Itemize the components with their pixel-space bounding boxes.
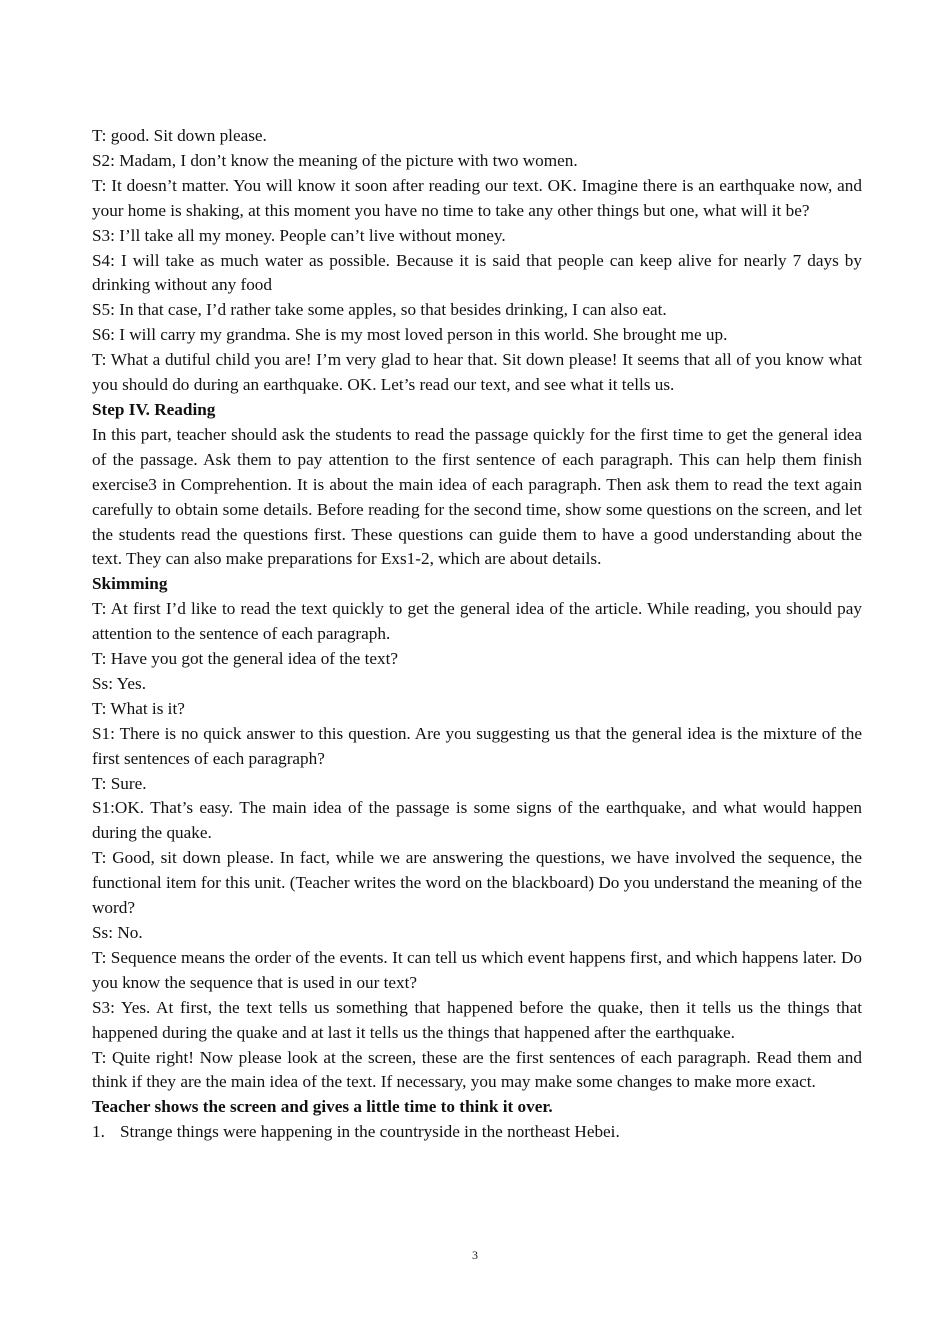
dialogue-line: S4: I will take as much water as possible. Because it is said that people can keep alive for nearly 7 days by drinking without any food xyxy=(92,250,862,295)
dialogue-line: S2: Madam, I don’t know the meaning of the picture with two women. xyxy=(92,150,578,170)
dialogue-line: S1:OK. That’s easy. The main idea of the passage is some signs of the earthquake, and what would happen during the quake. xyxy=(92,798,862,843)
dialogue-line: T: good. Sit down please. xyxy=(92,126,267,145)
list-text: Strange things were happening in the countryside in the northeast Hebei. xyxy=(120,1122,620,1142)
page-number: 3 xyxy=(472,1248,478,1262)
dialogue-line: S6: I will carry my grandma. She is my most loved person in this world. She brought me up. xyxy=(92,325,728,345)
dialogue-line: T: Sequence means the order of the events. It can tell us which event happens first, and which happens later. Do you know the sequence that is used in our text? xyxy=(92,947,862,992)
instruction-paragraph: In this part, teacher should ask the students to read the passage quickly for the first time to get the general idea of the passage. Ask them to pay attention to the first sentence of each paragraph. This can help them finish exercise3 in Comprehention. It is about the main idea of each paragraph. Then ask them to read the text again carefully to obtain some details. Before reading for the second time, show some questions on the screen, and let the students read the questions first. These questions can guide them to have a good understanding about the text. They can also make preparations for Exs1-2, which are about details. xyxy=(92,424,862,569)
dialogue-line: T: Good, sit down please. In fact, while we are answering the questions, we have involved the sequence, the functional item for this unit. (Teacher writes the word on the blackboard) Do you understand the meaning of the word? xyxy=(92,848,862,918)
dialogue-line: T: What a dutiful child you are! I’m very glad to hear that. Sit down please! It seems that all of you know what you should do during an earthquake. OK. Let’s read our text, and see what it tells us. xyxy=(92,350,862,395)
dialogue-line: S3: I’ll take all my money. People can’t live without money. xyxy=(92,225,506,245)
dialogue-line: T: What is it? xyxy=(92,698,185,718)
list-number: 1. xyxy=(92,1122,105,1142)
numbered-list-item xyxy=(92,1120,862,1145)
dialogue-line: S1: There is no quick answer to this question. Are you suggesting us that the general idea is the mixture of the first sentences of each paragraph? xyxy=(92,723,862,768)
dialogue-line: Ss: No. xyxy=(92,923,143,942)
dialogue-line: T: Quite right! Now please look at the screen, these are the first sentences of each paragraph. Read them and think if they are the main idea of the text. If necessary, you may make some changes to make more exact. xyxy=(92,1047,862,1092)
dialogue-line: Ss: Yes. xyxy=(92,673,146,693)
dialogue-line: S5: In that case, I’d rather take some apples, so that besides drinking, I can also eat. xyxy=(92,300,667,320)
dialogue-line: T: At first I’d like to read the text quickly to get the general idea of the article. While reading, you should pay attention to the sentence of each paragraph. xyxy=(92,599,862,644)
dialogue-line: T: Have you got the general idea of the text? xyxy=(92,649,399,669)
dialogue-line: S3: Yes. At first, the text tells us something that happened before the quake, then it tells us the things that happened during the quake and at last it tells us the things that happened after the earthquake. xyxy=(92,997,862,1042)
section-heading-reading: Step IV. Reading xyxy=(92,399,216,419)
dialogue-line: T: Sure. xyxy=(92,773,147,793)
dialogue-line: T: It doesn’t matter. You will know it soon after reading our text. OK. Imagine there is an earthquake now, and your home is shaking, at this moment you have no time to take any other things but one, what will it be? xyxy=(92,175,862,220)
bold-instruction: Teacher shows the screen and gives a little time to think it over. xyxy=(92,1097,553,1117)
document-body xyxy=(92,124,862,1145)
section-heading-skimming: Skimming xyxy=(92,574,168,594)
